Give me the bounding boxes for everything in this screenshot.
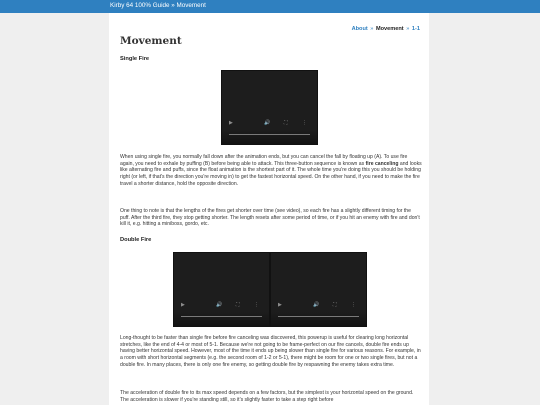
breadcrumb-next-level[interactable]: 1-1 [411,26,420,32]
volume-icon[interactable]: 🔊 [264,120,271,126]
play-icon[interactable]: ▶ [229,120,233,126]
breadcrumb-about[interactable]: About [351,26,368,32]
video-progress-bar[interactable] [229,134,310,135]
top-bar [0,0,540,13]
page-content [109,13,429,405]
video-player-single-fire[interactable] [221,70,318,145]
paragraph-double-fire-1: Long-thought to be faster than single fire before fire canceling was discovered, this powerup is useful for clearing long horizontal stretches, like the end of 4-4 or most of 5-1. Because we're not going to be frame-perfect on our fire cancels, double fire ends up having better horizontal speed. However, most of the time it ends up being slower than single fire for various reasons. For example, in a room with short horizontal segments (e.g. the second room of 1-2 or 5-1), there might be room for one or two single fires, but not a double fire. In many places, there is only one fire enemy, so getting double fire by respawning the enemy takes extra time. [120,335,421,368]
video-control-gradient [174,312,269,326]
fullscreen-icon[interactable]: ⛶ [333,302,337,308]
more-options-icon[interactable]: ⋮ [254,302,259,308]
video-progress-bar[interactable] [278,316,359,317]
paragraph-single-fire-1 [120,154,422,188]
volume-icon[interactable]: 🔊 [313,302,320,308]
breadcrumb-separator: » [370,26,374,32]
term-fire-canceling: fire canceling [365,160,399,167]
site-title[interactable]: Kirby 64 100% Guide » Movement [110,2,206,9]
video-control-gradient [271,312,366,326]
page-title: Movement [120,35,182,47]
paragraph-text: When using single fire, you normally fall down after the animation ends, but you can cancel the fall by floating up (A). To use fire again, you need to exhale by puffing (B) before being able to attack. This three-button sequence is known as [120,154,408,167]
section-heading-double-fire: Double Fire [120,237,152,243]
video-player-double-fire-2[interactable] [270,252,367,327]
video-control-gradient [222,130,317,144]
paragraph-double-fire-2: The acceleration of double fire to its max speed depends on a few factors, but the simplest is your horizontal speed on the ground. The acceleration is slower if you're standing still, so it's slightly faster to take a step right before [120,390,414,403]
more-options-icon[interactable]: ⋮ [302,120,307,126]
breadcrumb [352,26,420,32]
paragraph-text: and looks like alternating fire and puffs, since the float animation is the shortest part of it. The whole time you're doing this you should be holding right (or left, if that's the direction you're moving in) to get the fastest horizontal speed. On the other hand, if you need to make the fire travel a shorter distance, hold the opposite direction. [120,160,422,187]
play-icon[interactable]: ▶ [181,302,185,308]
volume-icon[interactable]: 🔊 [216,302,223,308]
fullscreen-icon[interactable]: ⛶ [236,302,240,308]
breadcrumb-separator: » [406,26,410,32]
fullscreen-icon[interactable]: ⛶ [284,120,288,126]
breadcrumb-movement: Movement [375,26,404,32]
play-icon[interactable]: ▶ [278,302,282,308]
more-options-icon[interactable]: ⋮ [351,302,356,308]
video-player-double-fire-1[interactable] [173,252,270,327]
video-progress-bar[interactable] [181,316,262,317]
paragraph-single-fire-2: One thing to note is that the lengths of the fires get shorter over time (see video), so each fire has a slightly different timing for the puff. After the third fire, they stop getting shorter. The length resets after some period of time, or if you hit an enemy with fire and don't kill it, e.g. hitting a miniboss, gordo, etc. [120,208,420,228]
section-heading-single-fire: Single Fire [120,56,150,62]
